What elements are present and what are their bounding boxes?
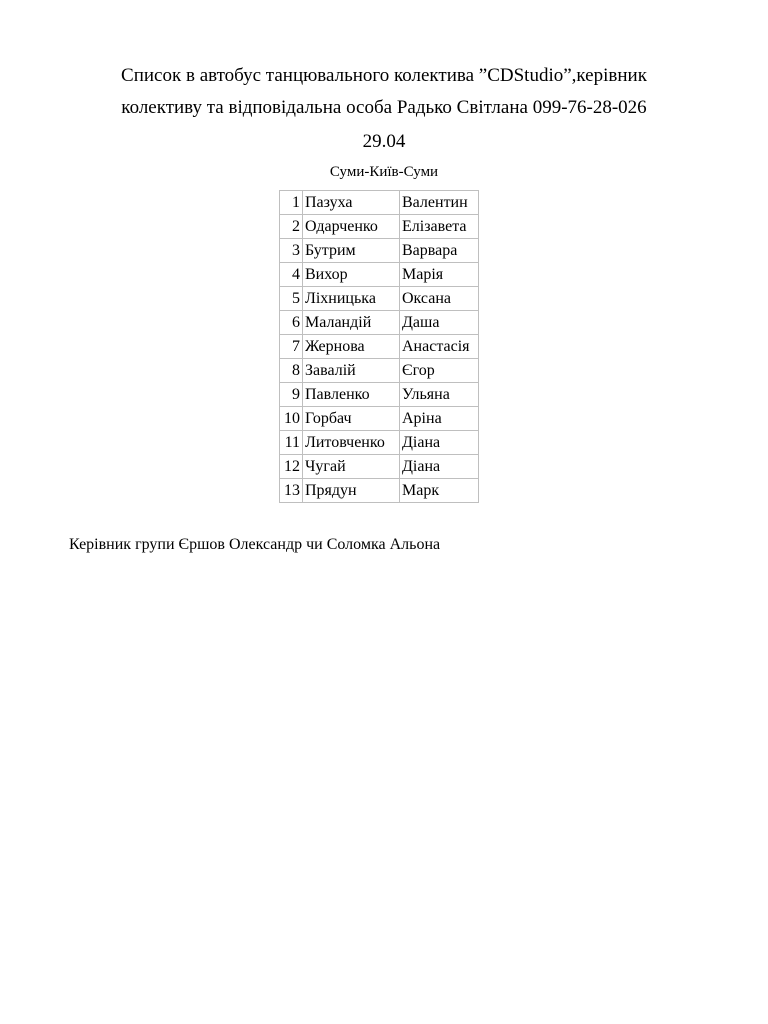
- num-cell: 5: [280, 287, 303, 311]
- surname-cell: Литовченко: [303, 431, 400, 455]
- table-row: [280, 335, 479, 359]
- route-label: Суми-Київ-Суми: [329, 164, 439, 180]
- table-row: [280, 263, 479, 287]
- surname-cell: Бутрим: [303, 239, 400, 263]
- num-cell: 2: [280, 215, 303, 239]
- num-cell: 10: [280, 407, 303, 431]
- surname-cell: Павленко: [303, 383, 400, 407]
- table-row: [280, 191, 479, 215]
- passenger-table-body: [280, 191, 479, 503]
- num-cell: 4: [280, 263, 303, 287]
- name-cell: Діана: [400, 455, 479, 479]
- table-row: [280, 359, 479, 383]
- num-cell: 3: [280, 239, 303, 263]
- table-row: [280, 287, 479, 311]
- num-cell: 13: [280, 479, 303, 503]
- num-cell: 1: [280, 191, 303, 215]
- name-cell: Анастасія: [400, 335, 479, 359]
- name-cell: Оксана: [400, 287, 479, 311]
- title-line-1: Список в автобус танцювального колектива ”CDStudio”,керівник: [121, 65, 647, 86]
- table-row: [280, 455, 479, 479]
- num-cell: 7: [280, 335, 303, 359]
- surname-cell: Завалій: [303, 359, 400, 383]
- surname-cell: Ліхницька: [303, 287, 400, 311]
- name-cell: Діана: [400, 431, 479, 455]
- group-leader-note: Керівник групи Єршов Олександр чи Соломка Альона: [69, 536, 441, 553]
- name-cell: Елізавета: [400, 215, 479, 239]
- num-cell: 8: [280, 359, 303, 383]
- name-cell: Марк: [400, 479, 479, 503]
- title-line-2: колективу та відповідальна особа Радько Світлана 099-76-28-026: [121, 97, 647, 118]
- surname-cell: Пазуха: [303, 191, 400, 215]
- passenger-table: [279, 190, 479, 503]
- table-row: [280, 311, 479, 335]
- name-cell: Ульяна: [400, 383, 479, 407]
- title-date: 29.04: [362, 131, 406, 152]
- num-cell: 9: [280, 383, 303, 407]
- name-cell: Марія: [400, 263, 479, 287]
- surname-cell: Прядун: [303, 479, 400, 503]
- surname-cell: Горбач: [303, 407, 400, 431]
- num-cell: 6: [280, 311, 303, 335]
- num-cell: 12: [280, 455, 303, 479]
- table-row: [280, 239, 479, 263]
- surname-cell: Вихор: [303, 263, 400, 287]
- table-row: [280, 215, 479, 239]
- table-row: [280, 383, 479, 407]
- table-row: [280, 431, 479, 455]
- name-cell: Варвара: [400, 239, 479, 263]
- name-cell: Даша: [400, 311, 479, 335]
- surname-cell: Маландій: [303, 311, 400, 335]
- num-cell: 11: [280, 431, 303, 455]
- surname-cell: Чугай: [303, 455, 400, 479]
- name-cell: Єгор: [400, 359, 479, 383]
- table-row: [280, 479, 479, 503]
- name-cell: Валентин: [400, 191, 479, 215]
- surname-cell: Одарченко: [303, 215, 400, 239]
- surname-cell: Жернова: [303, 335, 400, 359]
- table-row: [280, 407, 479, 431]
- name-cell: Аріна: [400, 407, 479, 431]
